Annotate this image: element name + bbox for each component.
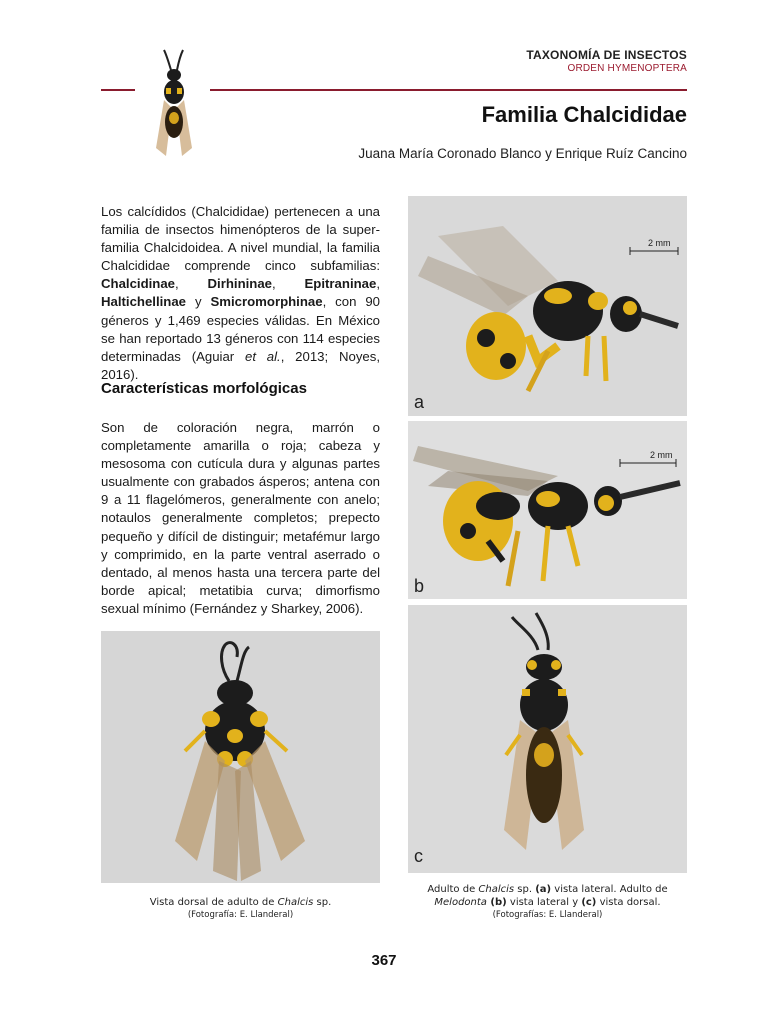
panel-label-b: b [414,576,425,596]
header-subsection: ORDEN HYMENOPTERA [567,63,687,74]
page-number: 367 [371,952,397,969]
intro-sep-1: , [175,276,208,292]
header-rule-right [210,89,687,91]
caption-l1-pre: Adulto de [427,884,479,895]
intro-sep-3: , [376,276,381,292]
photo-lateral-chalcis [408,196,687,416]
insect-photo-a [408,196,687,416]
caption-lateral-credit: (Fotografías: E. Llanderal) [492,910,603,920]
photo-dorsal-melodonta [408,605,687,873]
subfamily-smicromorphinae: Smicromorphinae [210,294,323,310]
caption-l2-post: vista dorsal. [596,897,661,908]
caption-l2-mid: vista lateral y [506,897,582,908]
intro-sep-4: y [186,294,211,310]
caption-l1-post: vista lateral. Adulto de [551,884,668,895]
insect-photo-b [408,421,687,599]
intro-paragraph [101,203,380,384]
photo-lateral-melodonta [408,421,687,599]
caption-dorsal [101,896,380,922]
caption-l1-genus: Chalcis [478,884,515,895]
scale-bar-label-a: 2 mm [648,238,671,248]
caption-l1-a: (a) [535,884,552,895]
insect-photo-dorsal [101,631,380,883]
page-title: Familia Chalcididae [481,102,687,127]
panel-label-a: a [414,392,425,412]
panel-label-c: c [414,846,423,866]
header-rule-left [101,89,135,91]
caption-dorsal-pre: Vista dorsal de adulto de [149,897,278,908]
caption-lateral-line2 [408,896,687,909]
intro-text-1: Los calcídidos (Chalcididae) pertenecen a una familia de insectos himenópteros de la super-familia Chalcidoidea. A nivel mundial, la familia Chalcididae comprende cinco subfamilias: [101,204,380,274]
authors: Juana María Coronado Blanco y Enrique Ruíz Cancino [358,146,687,161]
subfamily-dirhininae: Dirhininae [207,276,273,292]
intro-sep-2: , [272,276,305,292]
subfamily-haltichellinae: Haltichellinae [101,294,187,310]
caption-l2-genus: Melodonta [434,897,487,908]
section-heading-morphology: Características morfológicas [101,380,307,397]
caption-lateral-line1 [408,883,687,896]
caption-dorsal-post: sp. [313,897,332,908]
photo-dorsal-chalcis [101,631,380,883]
intro-text-3: , 2013; Noyes, 2016). [101,348,380,382]
caption-dorsal-genus: Chalcis [277,897,314,908]
header-section: TAXONOMÍA DE INSECTOS [526,48,687,62]
subfamily-epitraninae: Epitraninae [304,276,377,292]
caption-dorsal-line [101,896,380,909]
wasp-icon [150,48,198,162]
scale-bar-label-b: 2 mm [650,450,673,460]
caption-lateral [408,883,687,922]
insect-photo-c [408,605,687,873]
caption-dorsal-credit: (Fotografía: E. Llanderal) [187,910,294,920]
intro-text-2: , con 90 géneros y 1,469 especies válidas. En México se han reportado 13 géneros con 114 especies determinadas (Aguiar [101,294,380,364]
caption-l1-mid: sp. [514,884,536,895]
caption-l2-c: (c) [581,897,597,908]
caption-l2-b: (b) [486,897,507,908]
morphology-paragraph: Son de coloración negra, marrón o completamente amarilla o roja; cabeza y mesosoma con cutícula dura y algunas partes usualmente con grabados ásperos; antena con 9 a 11 flagelómeros, generalmente con anelo; notaulos generalmente completos; prepecto pequeño y difícil de distinguir; metafémur largo y comprimido, en la parte ventral aserrado o dentado, al menos hasta una tercera parte del borde apical; metatibia curva; dimorfismo sexual mínimo (Fernández y Sharkey, 2006). [101,420,380,616]
subfamily-chalcidinae: Chalcidinae [101,276,176,292]
intro-etal: et al. [245,348,281,364]
